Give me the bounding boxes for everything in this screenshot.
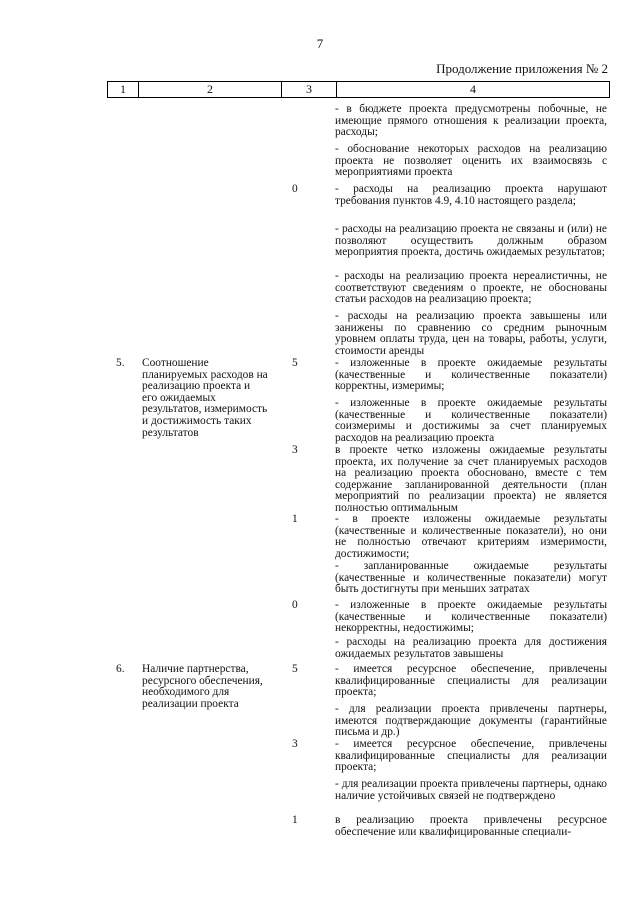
score-description: - обоснование некоторых расходов на реализацию проекта не позволяет оценить их взаимосвязь с мероприятиями проекта: [335, 143, 607, 179]
score-value: 3: [292, 444, 298, 456]
score-description: - изложенные в проекте ожидаемые результаты (качественные и количественные показатели) некорректны, недостижимы;: [335, 599, 607, 635]
score-description: - имеется ресурсное обеспечение, привлечены квалифицированные специалисты для реализации проекта;: [335, 663, 607, 699]
score-description: - расходы на реализацию проекта нереалистичны, не соответствуют сведениям о проекте, не обоснованы статьи расходов на реализацию проекта;: [335, 270, 607, 306]
score-description: в реализацию проекта привлечены ресурсное обеспечение или квалифицированные специали-: [335, 814, 607, 838]
score-description: - изложенные в проекте ожидаемые результаты (качественные и количественные показатели) корректны, измеримы;: [335, 357, 607, 393]
continuation-title: Продолжение приложения № 2: [436, 61, 608, 76]
score-value: 5: [292, 663, 298, 675]
criterion-number: 5.: [116, 357, 125, 369]
criterion-name: Соотношение планируемых расходов на реализацию проекта и его ожидаемых результатов, измеримость и достижимость таких результатов: [142, 357, 268, 439]
header-col-2: 2: [207, 82, 213, 96]
score-description: - расходы на реализацию проекта завышены или занижены по сравнению со средним рыночным уровнем оплаты труда, цен на товары, работы, услуги, стоимости аренды: [335, 310, 607, 357]
score-description: - расходы на реализацию проекта нарушают требования пунктов 4.9, 4.10 настоящего раздела;: [335, 183, 607, 207]
score-description: - изложенные в проекте ожидаемые результаты (качественные и количественные показатели) соизмеримы и достижимы за счет планируемых расходов на реализацию проекта: [335, 397, 607, 444]
score-value: 3: [292, 738, 298, 750]
score-description: - расходы на реализацию проекта для достижения ожидаемых результатов завышены: [335, 636, 607, 660]
score-value: 0: [292, 183, 298, 195]
header-col-3: 3: [306, 82, 312, 96]
page-number: 7: [316, 36, 324, 51]
score-description: - для реализации проекта привлечены партнеры, однако наличие устойчивых связей не подтверждено: [335, 778, 607, 802]
criterion-number: 6.: [116, 663, 125, 675]
score-description: - имеется ресурсное обеспечение, привлечены квалифицированные специалисты для реализации проекта;: [335, 738, 607, 774]
score-description: - запланированные ожидаемые результаты (качественные и количественные показатели) могут быть достигнуты при меньших затратах: [335, 560, 607, 596]
score-value: 5: [292, 357, 298, 369]
score-description: - в бюджете проекта предусмотрены побочные, не имеющие прямого отношения к реализации проекта, расходы;: [335, 103, 607, 139]
score-description: - расходы на реализацию проекта не связаны и (или) не позволяют осуществить должным образом мероприятия проекта, достичь ожидаемых результатов;: [335, 223, 607, 259]
score-value: 1: [292, 513, 298, 525]
score-value: 0: [292, 599, 298, 611]
score-description: - для реализации проекта привлечены партнеры, имеются подтверждающие документы (гарантийные письма и др.): [335, 703, 607, 739]
score-description: - в проекте изложены ожидаемые результаты (качественные и количественные показатели), но они не полностью отвечают критериям измеримости, достижимости;: [335, 513, 607, 560]
score-value: 1: [292, 814, 298, 826]
header-col-4: 4: [470, 82, 476, 96]
table-header-row: [107, 81, 610, 98]
criterion-name: Наличие партнерства, ресурсного обеспечения, необходимого для реализации проекта: [142, 663, 263, 710]
score-description: в проекте четко изложены ожидаемые результаты проекта, их получение за счет планируемых расходов на реализацию проекта обосновано, вместе с тем содержание запланированной деятельности (план мероприятий по реализации проекта) не является полностью оптимальным: [335, 444, 607, 514]
header-col-1: 1: [120, 82, 126, 96]
